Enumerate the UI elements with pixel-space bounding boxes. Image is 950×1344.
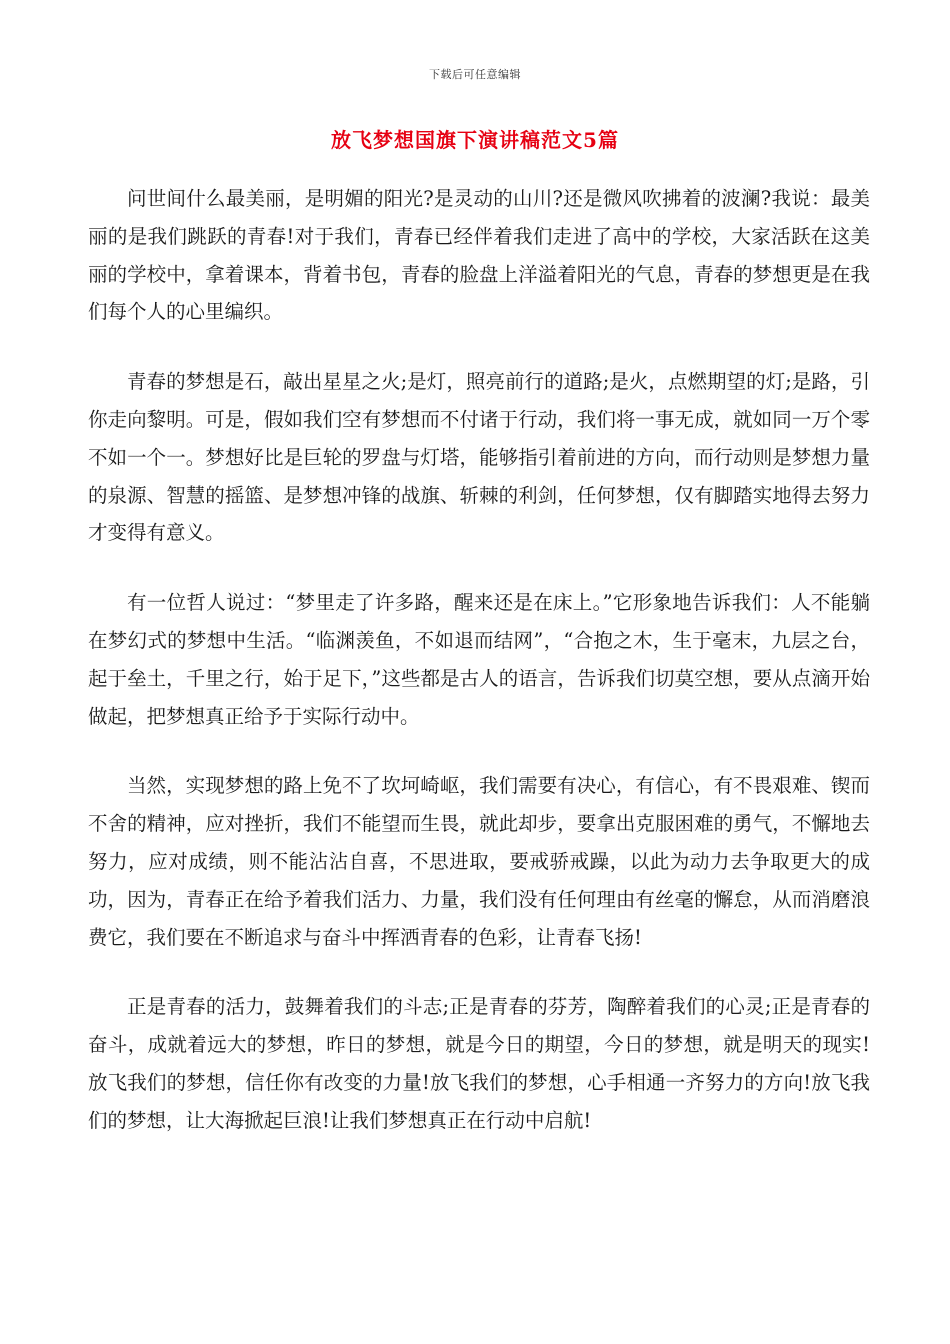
header-note: 下载后可任意编辑 [429, 68, 521, 81]
paragraph-3: 有一位哲人说过：“梦里走了许多路，醒来还是在床上。”它形象地告诉我们：人不能躺在梦幻式的梦想中生活。“临渊羡鱼，不如退而结网”，“合抱之木，生于毫末，九层之台，起于垒土，千里之行，始于足下，”这些都是古人的语言，告诉我们切莫空想，要从点滴开始做起，把梦想真正给予于实际行动中。 [88, 591, 870, 728]
paragraph-5: 正是青春的活力，鼓舞着我们的斗志;正是青春的芬芳，陶醉着我们的心灵;正是青春的奋斗，成就着远大的梦想，昨日的梦想，就是今日的期望，今日的梦想，就是明天的现实!放飞我们的梦想，信任你有改变的力量!放飞我们的梦想，心手相通一齐努力的方向!放飞我们的梦想，让大海掀起巨浪!让我们梦想真正在行动中启航! [88, 995, 870, 1132]
paragraph-1: 问世间什么最美丽，是明媚的阳光?是灵动的山川?还是微风吹拂着的波澜?我说：最美丽的是我们跳跃的青春!对于我们，青春已经伴着我们走进了高中的学校，大家活跃在这美丽的学校中，拿着课本，背着书包，青春的脸盘上洋溢着阳光的气息，青春的梦想更是在我们每个人的心里编织。 [88, 187, 870, 324]
paragraph-2: 青春的梦想是石，敲出星星之火;是灯，照亮前行的道路;是火，点燃期望的灯;是路，引你走向黎明。可是，假如我们空有梦想而不付诸于行动，我们将一事无成，就如同一万个零不如一个一。梦想好比是巨轮的罗盘与灯塔，能够指引着前进的方向，而行动则是梦想力量的泉源、智慧的摇篮、是梦想冲锋的战旗、斩棘的利剑，任何梦想，仅有脚踏实地得去努力才变得有意义。 [88, 370, 870, 545]
document-body [88, 180, 870, 1172]
paragraph-4: 当然，实现梦想的路上免不了坎坷崎岖，我们需要有决心，有信心，有不畏艰难、锲而不舍的精神，应对挫折，我们不能望而生畏，就此却步，要拿出克服困难的勇气，不懈地去努力，应对成绩，则不能沾沾自喜，不思进取，要戒骄戒躁，以此为动力去争取更大的成功，因为，青春正在给予着我们活力、力量，我们没有任何理由有丝毫的懈怠，从而消磨浪费它，我们要在不断追求与奋斗中挥洒青春的色彩，让青春飞扬! [88, 774, 870, 949]
document-title: 放飞梦想国旗下演讲稿范文5篇 [331, 128, 619, 152]
